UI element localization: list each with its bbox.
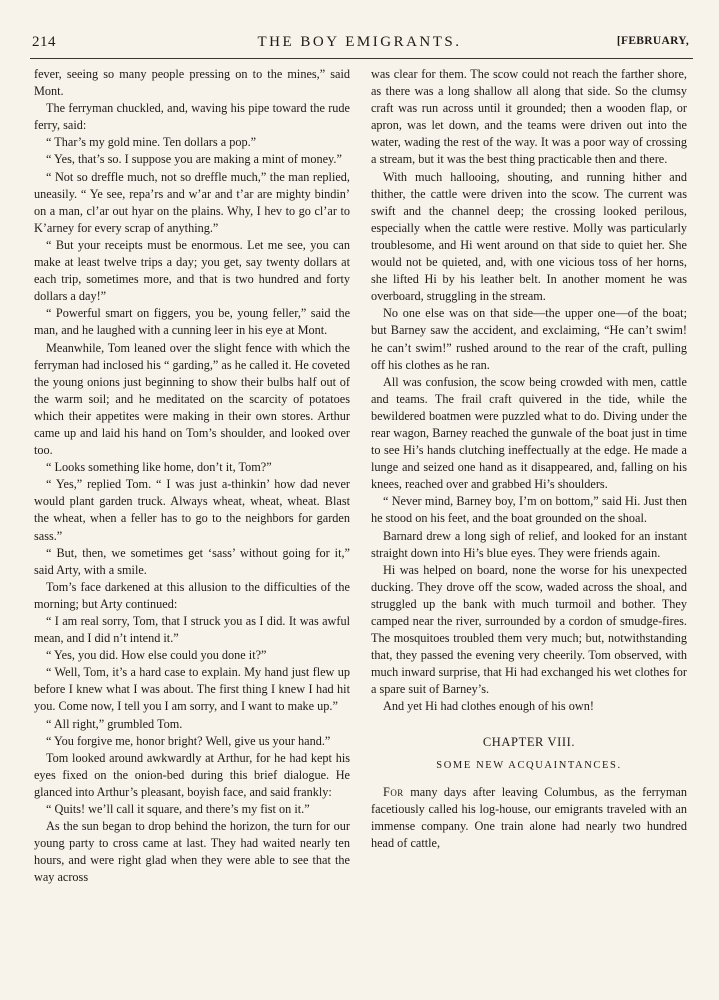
paragraph: “ Looks something like home, don’t it, Tom?” [46,460,272,475]
paragraph: “ But your receipts must be enormous. Let me see, you can make at least twelve trips a day; you get, say twenty dollars at each trip, sometimes more, and that is two hundred and forty dollars a day!” [34,237,350,304]
header-rule [30,58,693,59]
chapter-subtitle: SOME NEW ACQUAINTANCES. [436,759,622,771]
running-month: [FEBRUARY, [616,35,689,47]
paragraph: As the sun began to drop behind the horizon, the turn for our young party to cross came at last. They had waited nearly ten hours, and were right glad when they were able to see that the way across [34,819,350,885]
running-title: THE BOY EMIGRANTS. [257,34,462,50]
paragraph: The ferryman chuckled, and, waving his pipe toward the rude ferry, said: [34,101,350,133]
paragraph: fever, seeing so many people pressing on to the mines,” said Mont. [34,67,350,99]
paragraph: “ Yes, that’s so. I suppose you are making a mint of money.” [46,152,342,167]
paragraph: No one else was on that side—the upper one—of the boat; but Barney saw the accident, and exclaiming, “He can’t swim! he can’t swim!” rushed around to the rear of the craft, pulling off his clothes as he ran. [371,306,687,372]
paragraph: And yet Hi had clothes enough of his own! [383,699,594,714]
paragraph: “ Yes, you did. How else could you done it?” [46,648,267,663]
chapter-first-word: For [383,784,404,799]
right-column [371,66,687,986]
paragraph: Tom’s face darkened at this allusion to the difficulties of the morning; but Arty continued: [34,579,350,611]
paragraph: “ All right,” grumbled Tom. [46,716,183,731]
paragraph: was clear for them. The scow could not reach the farther shore, as there was a long shallow all along that side. So the clumsy craft was run across until it grounded; then a wooden flap, or apron, was let down, and the teams were driven out into the water, wading the rest of the way. It was a poor way of crossing a stream, but it was the best thing practicable then and there. [371,67,687,167]
paragraph: “ Never mind, Barney boy, I’m on bottom,” said Hi. Just then he stood on his feet, and the boat grounded on the shoal. [371,494,687,526]
paragraph: “ Not so dreffle much, not so dreffle much,” the man replied, uneasily. “ Ye see, repa’rs and w’ar and t’ar are mighty bindin’ on a man, cl’ar out hyar on the plains. Why, I hev to go cl’ar to K’arney for every scrap of anything.” [34,169,350,235]
paragraph: “ Powerful smart on figgers, you be, young feller,” said the man, and he laughed with a cunning leer in his eye at Mont. [34,306,350,338]
chapter-first-paragraph-text: many days after leaving Columbus, as the ferryman facetiously called his log-house, our emigrants traveled with an immense company. One train alone had nearly two hundred head of cattle, [371,784,687,851]
page-number: 214 [32,34,56,50]
paragraph: Tom looked around awkwardly at Arthur, for he had kept his eyes fixed on the onion-bed during this brief dialogue. He glanced into Arthur’s pleasant, boyish face, and said frankly: [34,750,350,799]
paragraph: With much hallooing, shouting, and running hither and thither, the cattle were driven into the scow. The current was swift and the channel deep; the crossing looked perilous, especially when the cattle were restive. Molly was particularly troublesome, and Hi went around on that side to quiet her. She would not be quieted, and, with one vicious toss of her horns, she lifted Hi by his leather belt. In another moment he was overboard, struggling in the stream. [371,169,687,304]
paragraph: “ Thar’s my gold mine. Ten dollars a pop.” [46,135,257,150]
paragraph: Barnard drew a long sigh of relief, and looked for an instant straight down into Hi’s blue eyes. They were friends again. [371,528,687,560]
paragraph: “ I am real sorry, Tom, that I struck you as I did. It was awful mean, and I did n’t intend it.” [34,614,350,646]
chapter-first-paragraph [371,784,687,852]
paragraph: “ Quits! we’ll call it square, and there’s my fist on it.” [46,802,310,817]
paragraph: “ Well, Tom, it’s a hard case to explain. My hand just flew up before I knew what I was about. The first thing I knew I had hit you. Come now, I tell you I am sorry, and I want to make up.” [34,665,350,714]
paragraph: Hi was helped on board, none the worse for his unexpected ducking. They drove off the scow, waded across the shoal, and struggled up the bank with much turmoil and bother. They camped near the river, surrounded by a cordon of smudge-fires. The mosquitoes troubled them very much; but, notwithstanding that, they passed the evening very cheerily. Tom observed, with much inward surprise, that Hi had exchanged his wet clothes for a spare suit of Barney’s. [371,562,687,697]
chapter-heading: CHAPTER VIII. [482,734,576,749]
left-column [34,66,350,986]
paragraph: “ Yes,” replied Tom. “ I was just a-thinkin’ how dad never would plant garden truck. Always wheat, wheat, wheat. Blast the wheat, when a feller has to go to the neighbors for garden sass.” [34,477,350,543]
paragraph: Meanwhile, Tom leaned over the slight fence with which the ferryman had inclosed his “ garding,” as he called it. He coveted the young onions just beginning to show their bulbs half out of the warm soil; and he meditated on the scarcity of potatoes which their appetites were making in their own stores. Arthur came up and laid his hand on Tom’s shoulder, and looked over too. [34,340,350,458]
paragraph: “ But, then, we sometimes get ‘sass’ without going for it,” said Arty, with a smile. [34,545,350,577]
running-header [28,34,691,56]
paragraph: All was confusion, the scow being crowded with men, cattle and teams. The frail craft quivered in the tide, while the bewildered boatmen were puzzled what to do. Diving under the rear wagon, Barney reached the gunwale of the boat just in time to see Hi’s hands clutching ineffectually at the edge. He made a lunge and seized one hand as it disappeared, and, falling on his knees, reached over and grabbed Hi’s shoulders. [371,374,687,492]
paragraph: “ You forgive me, honor bright? Well, give us your hand.” [46,733,331,748]
